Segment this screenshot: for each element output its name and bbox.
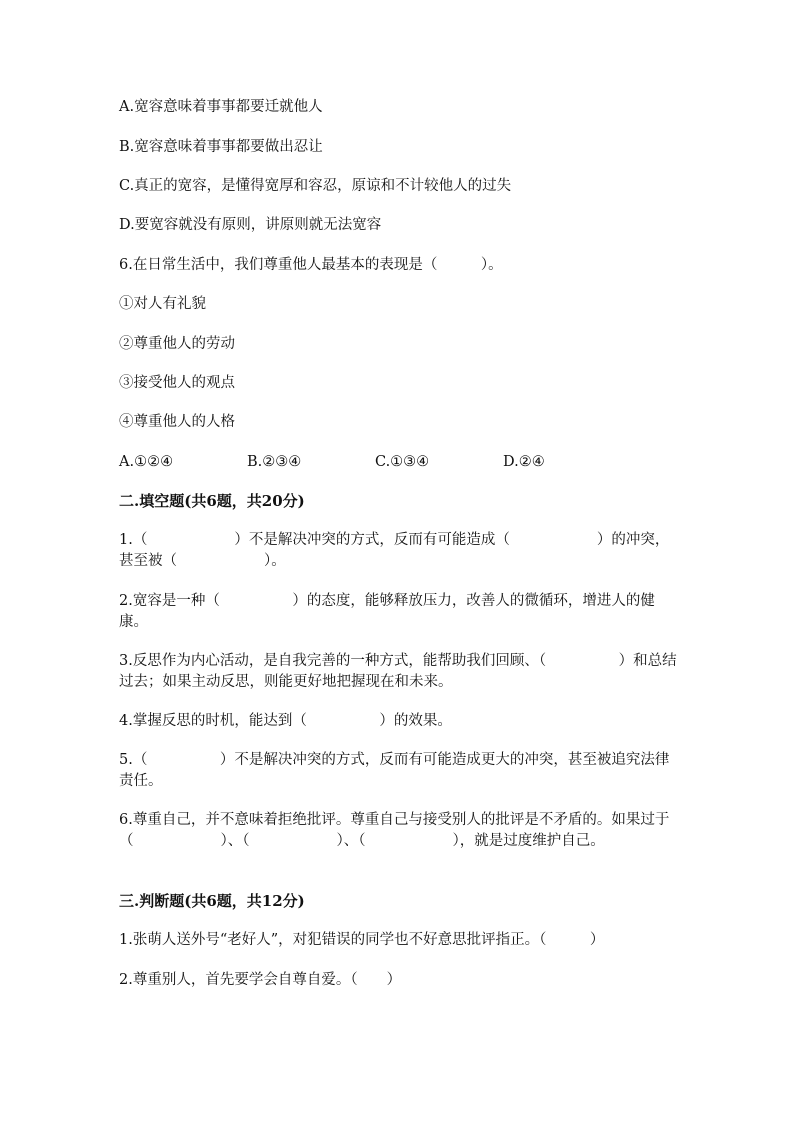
judge-question-2: 2.尊重别人，首先要学会自尊自爱。（ ） xyxy=(119,972,402,988)
judge-question-1: 1.张萌人送外号“老好人”，对犯错误的同学也不好意思批评指正。（ ） xyxy=(119,932,605,948)
section-3-heading: 三.判断题(共6题，共12分) xyxy=(119,892,305,910)
option-c: C.真正的宽容，是懂得宽厚和容忍，原谅和不计较他人的过失 xyxy=(119,178,512,194)
fill-question-1: 1.（ ）不是解决冲突的方式，反而有可能造成（ ）的冲突，甚至被（ ）。 xyxy=(119,532,670,569)
q6-choice-b: B.②③④ xyxy=(247,454,302,470)
q6-item-4: ④尊重他人的人格 xyxy=(119,414,235,430)
section-2-heading: 二.填空题(共6题，共20分) xyxy=(119,492,305,510)
option-b: B.宽容意味着事事都要做出忍让 xyxy=(119,139,323,155)
fill-question-2: 2.宽容是一种（ ）的态度，能够释放压力，改善人的微循环，增进人的健康。 xyxy=(119,593,655,630)
fill-question-5: 5.（ ）不是解决冲突的方式，反而有可能造成更大的冲突，甚至被追究法律责任。 xyxy=(119,752,670,789)
q6-choice-a: A.①②④ xyxy=(119,454,174,470)
fill-question-6: 6.尊重自己，并不意味着拒绝批评。尊重自己与接受别人的批评是不矛盾的。如果过于（ ）、（ ）、（ ），就是过度维护自己。 xyxy=(119,812,670,849)
q6-choice-d: D.②④ xyxy=(503,454,545,470)
q6-item-3: ③接受他人的观点 xyxy=(119,375,235,391)
q6-choice-c: C.①③④ xyxy=(375,454,430,470)
question-6-stem: 6.在日常生活中，我们尊重他人最基本的表现是（ ）。 xyxy=(119,257,503,273)
fill-question-4: 4.掌握反思的时机，能达到（ ）的效果。 xyxy=(119,713,452,729)
q6-item-2: ②尊重他人的劳动 xyxy=(119,336,235,352)
option-d: D.要宽容就没有原则，讲原则就无法宽容 xyxy=(119,217,382,233)
q6-item-1: ①对人有礼貌 xyxy=(119,296,206,312)
option-a: A.宽容意味着事事都要迁就他人 xyxy=(119,99,323,115)
fill-question-3: 3.反思作为内心活动，是自我完善的一种方式，能帮助我们回顾、（ ）和总结过去；如果主动反思，则能更好地把握现在和未来。 xyxy=(119,653,677,690)
